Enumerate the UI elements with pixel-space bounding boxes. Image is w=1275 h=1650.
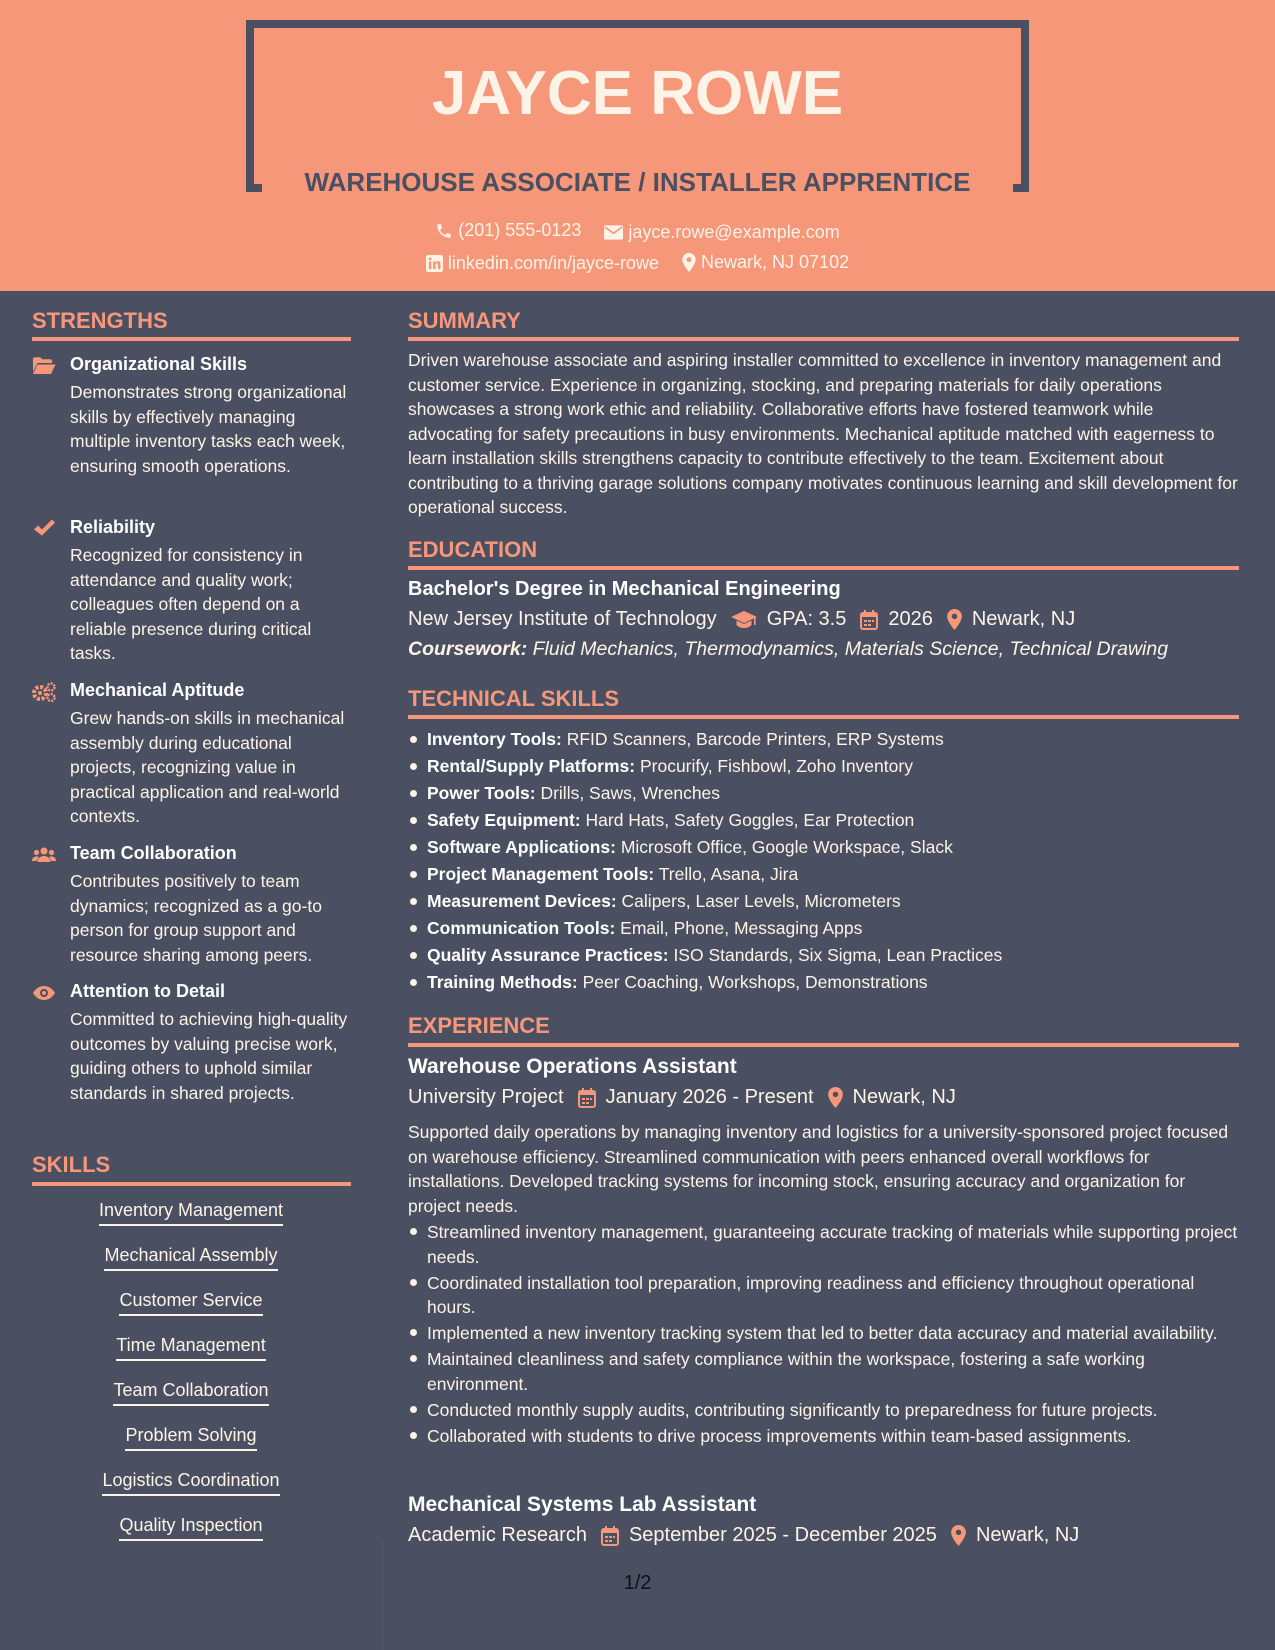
- eye-icon: [32, 983, 56, 1003]
- calendar-icon: [578, 1088, 596, 1108]
- strength-item: [32, 517, 352, 667]
- strength-title: Organizational Skills: [70, 354, 248, 374]
- strength-desc: Contributes positively to team dynamics; recognized as a go-to person for group support and resource sharing among peers.: [70, 871, 322, 965]
- list-item: Safety Equipment: Hard Hats, Safety Goggles, Ear Protection: [408, 809, 1238, 836]
- strength-desc: Committed to achieving high-quality outcomes by valuing precise work, guiding others to uphold similar standards in shared projects.: [70, 1009, 348, 1103]
- contact-row-2: [0, 252, 1275, 277]
- gpa-text: GPA: 3.5: [766, 608, 847, 630]
- list-item: Maintained cleanliness and safety compliance within the workspace, fostering a safe working environment.: [408, 1347, 1238, 1396]
- candidate-title: WAREHOUSE ASSOCIATE / INSTALLER APPRENTICE: [304, 167, 971, 197]
- skills-rule: [32, 1182, 351, 1186]
- location-contact: [682, 252, 849, 273]
- resume-header: [0, 0, 1275, 291]
- strength-desc: Demonstrates strong organizational skills by effectively managing multiple inventory tasks each week, ensuring smooth operations.: [70, 382, 347, 476]
- strength-item: [32, 680, 352, 830]
- grad-year: 2026: [888, 608, 933, 630]
- envelope-icon: [604, 225, 623, 240]
- skills-heading: SKILLS: [32, 1152, 111, 1177]
- list-item: Rental/Supply Platforms: Procurify, Fishbowl, Zoho Inventory: [408, 755, 1238, 782]
- strength-title: Mechanical Aptitude: [70, 680, 245, 700]
- experience-heading: EXPERIENCE: [408, 1013, 550, 1038]
- strength-title: Team Collaboration: [70, 843, 237, 863]
- list-item: Quality Assurance Practices: ISO Standards, Six Sigma, Lean Practices: [408, 944, 1238, 971]
- phone-text: (201) 555-0123: [458, 220, 582, 240]
- strength-desc: Grew hands-on skills in mechanical assembly during educational projects, recognizing value in practical application and real-world contexts.: [70, 708, 345, 826]
- map-pin-icon: [828, 1087, 843, 1108]
- map-pin-icon: [947, 609, 962, 630]
- strength-item: [32, 354, 352, 504]
- technical-skills-rule: [408, 715, 1239, 719]
- list-item: Streamlined inventory management, guaranteeing accurate tracking of materials while supporting project needs.: [408, 1220, 1238, 1269]
- degree-title: Bachelor's Degree in Mechanical Engineering: [408, 578, 841, 600]
- map-pin-icon: [682, 253, 696, 272]
- summary-text: Driven warehouse associate and aspiring installer committed to excellence in inventory management and customer service. Experience in organizing, stocking, and preparing materials for daily operations showcases a strong work ethic and reliability. Collaborative efforts have fostered teamwork while advocating for safety precautions in busy environments. Mechanical aptitude matched with eagerness to learn installation skills strengthens capacity to contribute effectively to the team. Excitement about contributing to a thriving garage solutions company motivates continuous learning and skill development for operational success.: [408, 350, 1238, 517]
- list-item: Collaborated with students to drive process improvements within team-based assignments.: [408, 1424, 1238, 1449]
- phone-icon: [435, 222, 453, 240]
- gears-icon: [32, 682, 56, 702]
- linkedin-contact[interactable]: [426, 253, 659, 274]
- education-rule: [408, 566, 1239, 570]
- skill-tag: Mechanical Assembly: [32, 1245, 350, 1271]
- list-item: Implemented a new inventory tracking system that led to better data accuracy and material availability.: [408, 1321, 1238, 1346]
- strength-item: [32, 843, 352, 973]
- folder-open-icon: [32, 356, 56, 376]
- skill-tag: Inventory Management: [32, 1200, 350, 1226]
- job-dates: January 2026 - Present: [605, 1086, 814, 1108]
- skill-tag: Problem Solving: [32, 1425, 350, 1451]
- skill-tag: Logistics Coordination: [32, 1470, 350, 1496]
- email-text: jayce.rowe@example.com: [628, 221, 840, 242]
- job-title: Mechanical Systems Lab Assistant: [408, 1493, 757, 1516]
- calendar-icon: [860, 610, 878, 630]
- users-icon: [32, 845, 56, 865]
- skill-tag: Quality Inspection: [32, 1515, 350, 1541]
- location-text: Newark, NJ 07102: [701, 252, 850, 272]
- coursework-label: Coursework:: [408, 638, 528, 660]
- phone-contact[interactable]: [435, 220, 581, 241]
- job-title: Warehouse Operations Assistant: [408, 1055, 737, 1078]
- list-item: Software Applications: Microsoft Office, Google Workspace, Slack: [408, 836, 1238, 863]
- education-meta: [408, 608, 1075, 631]
- technical-skills-heading: TECHNICAL SKILLS: [408, 686, 620, 711]
- strength-title: Attention to Detail: [70, 981, 225, 1001]
- list-item: Coordinated installation tool preparation, improving readiness and efficiency throughout operational hours.: [408, 1271, 1238, 1320]
- list-item: Project Management Tools: Trello, Asana, Jira: [408, 863, 1238, 890]
- job-description: Supported daily operations by managing inventory and logistics for a university-sponsored project focused on warehouse efficiency. Streamlined communication with peers enhanced overall workflows for installations. Developed tracking systems for incoming stock, ensuring accuracy and organization for project needs.: [408, 1122, 1229, 1216]
- list-item: Inventory Tools: RFID Scanners, Barcode Printers, ERP Systems: [408, 728, 1238, 755]
- list-item: Power Tools: Drills, Saws, Wrenches: [408, 782, 1238, 809]
- list-item: Measurement Devices: Calipers, Laser Levels, Micrometers: [408, 890, 1238, 917]
- strength-item: [32, 981, 352, 1131]
- skill-tag: Team Collaboration: [32, 1380, 350, 1406]
- experience-rule: [408, 1043, 1239, 1047]
- page-number: 1/2: [623, 1572, 652, 1594]
- strengths-heading: STRENGTHS: [32, 308, 168, 333]
- job-location: Newark, NJ: [975, 1524, 1080, 1546]
- summary-rule: [408, 337, 1239, 341]
- contact-row-1: [0, 220, 1275, 245]
- job-meta: [408, 1086, 956, 1109]
- school-location: Newark, NJ: [971, 608, 1076, 630]
- checkmark-icon: [32, 519, 56, 539]
- graduation-cap-icon: [731, 610, 757, 630]
- skill-tag: Customer Service: [32, 1290, 350, 1316]
- summary-heading: SUMMARY: [408, 308, 521, 333]
- list-item: Training Methods: Peer Coaching, Workshops, Demonstrations: [408, 971, 1238, 998]
- job-org: University Project: [408, 1086, 564, 1108]
- linkedin-icon: [426, 255, 443, 272]
- coursework-line: [408, 638, 1168, 661]
- school-name: New Jersey Institute of Technology: [408, 608, 717, 630]
- coursework-text: Fluid Mechanics, Thermodynamics, Materials Science, Technical Drawing: [532, 638, 1169, 660]
- job-dates: September 2025 - December 2025: [628, 1524, 937, 1546]
- email-contact[interactable]: [604, 222, 839, 243]
- list-item: Conducted monthly supply audits, contributing significantly to preparedness for future projects.: [408, 1398, 1238, 1423]
- education-heading: EDUCATION: [408, 537, 538, 562]
- strengths-rule: [32, 337, 351, 341]
- candidate-name: JAYCE ROWE: [431, 59, 844, 128]
- strength-desc: Recognized for consistency in attendance and quality work; colleagues often depend on a reliable presence during critical tasks.: [70, 545, 312, 663]
- job-org: Academic Research: [408, 1524, 587, 1546]
- linkedin-text: linkedin.com/in/jayce-rowe: [447, 253, 659, 273]
- job-location: Newark, NJ: [852, 1086, 956, 1108]
- skill-tag: Time Management: [32, 1335, 350, 1361]
- job-meta: [408, 1524, 1079, 1547]
- map-pin-icon: [951, 1525, 966, 1546]
- job-bullets: [408, 1220, 1238, 1450]
- technical-skills-list: [408, 728, 1238, 998]
- calendar-icon: [601, 1526, 619, 1546]
- strength-title: Reliability: [70, 517, 156, 537]
- list-item: Communication Tools: Email, Phone, Messaging Apps: [408, 917, 1238, 944]
